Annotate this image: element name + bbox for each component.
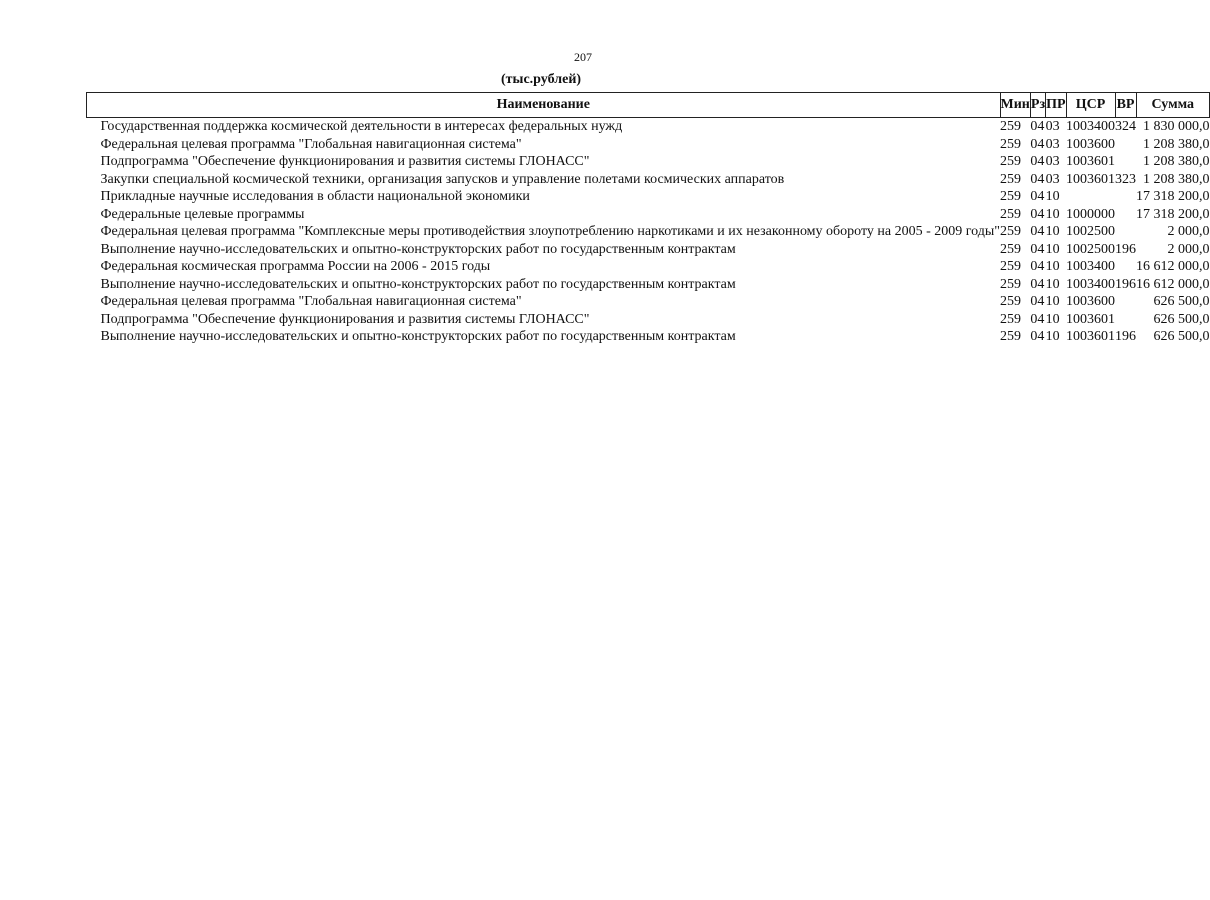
row-rz: 04 [1030,294,1045,309]
row-name: Подпрограмма "Обеспечение функционирования и развития системы ГЛОНАСС" [100,154,590,169]
row-min: 259 [1000,206,1022,222]
row-vr [1115,223,1136,241]
row-rz: 04 [1030,189,1045,204]
row-name: Федеральная целевая программа "Глобальная навигационная система" [100,294,522,309]
row-sum: 1 208 380,0 [1143,171,1210,187]
row-csr: 1003601 [1066,171,1116,187]
row-pr: 10 [1045,329,1060,344]
table-row [87,118,1210,136]
row-pr: 10 [1045,224,1060,239]
header-name: Наименование [87,93,1001,118]
header-pr: ПР [1046,93,1066,118]
row-rz: 04 [1030,171,1045,187]
row-sum: 16 612 000,0 [1136,276,1210,292]
row-pr: 10 [1045,189,1060,204]
row-min: 259 [1000,329,1022,344]
row-rz: 04 [1030,206,1045,222]
table-row [87,328,1210,346]
row-sum: 1 208 380,0 [1143,136,1210,152]
row-vr: 196 [1115,329,1137,344]
row-sum: 626 500,0 [1153,294,1210,309]
row-name: Федеральная космическая программа России на 2006 - 2015 годы [100,259,491,274]
table-row [87,311,1210,329]
row-name: Федеральные целевые программы [100,206,305,222]
row-pr: 10 [1045,276,1060,292]
row-csr: 1000000 [1066,206,1116,222]
row-name: Выполнение научно-исследовательских и опытно-конструкторских работ по государственным контрактам [100,329,736,344]
table-row [87,293,1210,311]
row-rz: 04 [1030,276,1045,292]
row-vr: 324 [1115,119,1137,134]
budget-table [86,92,1210,346]
row-vr [1115,258,1136,276]
row-min: 259 [1000,189,1022,204]
row-name: Подпрограмма "Обеспечение функционирования и развития системы ГЛОНАСС" [100,311,590,327]
row-name: Закупки специальной космической техники, организация запусков и управление полетами космических аппаратов [100,171,785,187]
row-csr: 1003600 [1066,136,1116,152]
row-min: 259 [1000,294,1022,309]
row-min: 259 [1000,136,1022,152]
row-min: 259 [1000,171,1022,187]
row-rz: 04 [1030,241,1045,257]
row-vr [1115,188,1136,206]
table-row [87,206,1210,224]
units-label: (тыс.рублей) [501,72,582,87]
row-pr: 03 [1045,136,1060,152]
row-pr: 03 [1045,154,1060,169]
row-sum: 17 318 200,0 [1136,206,1210,222]
row-vr [1115,136,1136,154]
row-vr: 196 [1115,276,1137,292]
row-rz: 04 [1030,259,1045,274]
row-sum: 2 000,0 [1167,224,1210,239]
header-row [87,93,1210,118]
row-rz: 04 [1030,119,1045,134]
row-csr: 1003400 [1066,276,1116,292]
row-vr [1115,293,1136,311]
table-row [87,153,1210,171]
row-vr: 323 [1115,171,1137,187]
row-sum: 16 612 000,0 [1136,259,1210,274]
row-vr [1115,311,1136,329]
row-pr: 03 [1045,171,1060,187]
row-sum: 626 500,0 [1153,311,1210,327]
row-min: 259 [1000,276,1022,292]
table-row [87,136,1210,154]
row-rz: 04 [1030,329,1045,344]
table-row [87,276,1210,294]
row-csr [1066,188,1115,206]
row-csr: 1003400 [1066,119,1116,134]
row-sum: 17 318 200,0 [1136,189,1210,204]
header-vr: ВР [1115,93,1136,118]
row-csr: 1003601 [1066,154,1116,169]
row-name: Выполнение научно-исследовательских и опытно-конструкторских работ по государственным контрактам [100,241,736,257]
row-min: 259 [1000,119,1022,134]
row-sum: 1 830 000,0 [1143,119,1210,134]
row-vr [1115,206,1136,224]
row-rz: 04 [1030,154,1045,169]
table-row [87,188,1210,206]
row-name: Государственная поддержка космической деятельности в интересах федеральных нужд [100,119,623,134]
row-sum: 1 208 380,0 [1143,154,1210,169]
row-min: 259 [1000,224,1022,239]
row-csr: 1003600 [1066,294,1116,309]
row-rz: 04 [1030,224,1045,239]
row-min: 259 [1000,259,1022,274]
table-row [87,258,1210,276]
table-row [87,223,1210,241]
row-pr: 10 [1045,206,1060,222]
row-csr: 1003400 [1066,259,1116,274]
row-pr: 03 [1045,119,1060,134]
row-csr: 1002500 [1066,241,1116,257]
row-csr: 1003601 [1066,329,1116,344]
row-pr: 10 [1045,241,1060,257]
table-row [87,241,1210,259]
row-rz: 04 [1030,136,1045,152]
row-csr: 1002500 [1066,224,1116,239]
row-vr: 196 [1115,241,1137,257]
row-min: 259 [1000,311,1022,327]
table-row [87,171,1210,189]
row-name: Выполнение научно-исследовательских и опытно-конструкторских работ по государственным контрактам [100,276,736,292]
row-name: Прикладные научные исследования в области национальной экономики [100,189,530,204]
row-csr: 1003601 [1066,311,1116,327]
row-sum: 2 000,0 [1167,241,1210,257]
row-pr: 10 [1045,311,1060,327]
page-number: 207 [574,50,592,64]
row-vr [1115,153,1136,171]
row-min: 259 [1000,154,1022,169]
row-pr: 10 [1045,294,1060,309]
header-rz: Рз [1030,93,1045,118]
row-name: Федеральная целевая программа "Комплексные меры противодействия злоупотреблению наркотиками и их незаконному обороту на 2005 - 2009 годы" [100,224,1001,239]
header-min: Мин [1000,93,1030,118]
header-csr: ЦСР [1066,93,1115,118]
row-name: Федеральная целевая программа "Глобальная навигационная система" [100,136,522,152]
row-pr: 10 [1045,259,1060,274]
row-min: 259 [1000,241,1022,257]
row-sum: 626 500,0 [1153,329,1210,344]
header-sum: Сумма [1136,93,1210,118]
row-rz: 04 [1030,311,1045,327]
